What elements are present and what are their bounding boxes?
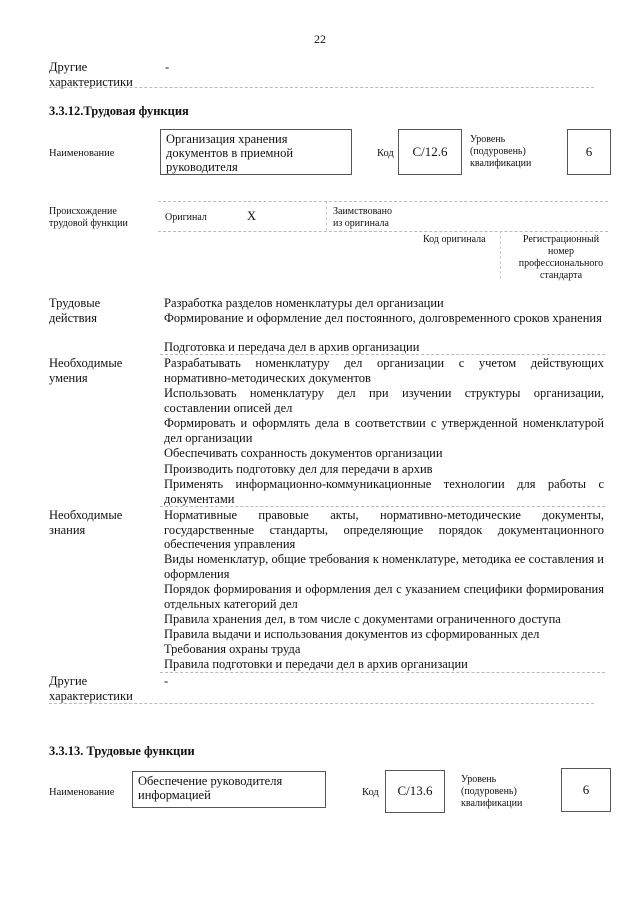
s12-level-box xyxy=(567,129,611,175)
s12-origin-bottom-line xyxy=(158,231,608,232)
s13-level-label: Уровень (подуровень) квалификации xyxy=(461,774,523,809)
s12-actions-divider xyxy=(160,354,605,355)
s12-name-box xyxy=(160,129,352,175)
s12-code-value: C/12.6 xyxy=(412,143,448,159)
s12-level-label: Уровень (подуровень) квалификации xyxy=(470,134,532,169)
s12-other-label: Другие характеристики xyxy=(49,674,133,703)
s12-knowledge-1: Нормативные правовые акты, нормативно-методические документы, государственные стандарты, определяющие порядок документационного обеспечения управления xyxy=(164,508,604,551)
s12-knowledge-label: Необходимые знания xyxy=(49,508,123,537)
page-number: 22 xyxy=(314,32,326,46)
section-13-heading: 3.3.13. Трудовые функции xyxy=(49,744,195,758)
s13-name-box xyxy=(132,771,326,808)
s12-orig-code-label: Код оригинала xyxy=(423,234,486,245)
s12-origin-vline xyxy=(326,201,327,231)
s12-code-box xyxy=(398,129,462,175)
s12-knowledge-5: Правила выдачи и использования документов из сформированных дел xyxy=(164,627,540,641)
s12-reg-number-label: Регистрационный номер профессионального стандарта xyxy=(518,234,604,281)
s12-knowledge-4: Правила хранения дел, в том числе с документами ограниченного доступа xyxy=(164,612,561,626)
s12-name-value: Организация хранения документов в приемной руководителя xyxy=(166,132,294,174)
s12-actions-label: Трудовые действия xyxy=(49,296,101,325)
s13-code-value: C/13.6 xyxy=(397,783,433,799)
s12-level-value: 6 xyxy=(585,143,593,159)
section-12-heading: 3.3.12.Трудовая функция xyxy=(49,104,189,118)
top-other-label: Другие характеристики xyxy=(49,60,133,89)
s12-original-mark: X xyxy=(247,209,257,223)
s12-skill-1: Разрабатывать номенклатуру дел организации с учетом действующих нормативно-методических документов xyxy=(164,356,604,385)
s13-code-label: Код xyxy=(362,787,379,798)
s12-other-value: - xyxy=(164,674,169,688)
s12-reg-vline xyxy=(500,231,501,279)
top-divider xyxy=(49,87,594,88)
s12-knowledge-divider xyxy=(160,672,605,673)
s12-skill-6: Применять информационно-коммуникационные технологии для работы с документами xyxy=(164,477,604,506)
s12-skill-4: Обеспечивать сохранность документов организации xyxy=(164,446,443,460)
s12-knowledge-7: Правила подготовки и передачи дел в архив организации xyxy=(164,657,468,671)
s12-name-label: Наименование xyxy=(49,148,115,159)
s12-borrowed-label: Заимствовано из оригинала xyxy=(333,206,392,229)
s12-knowledge-6: Требования охраны труда xyxy=(164,642,301,656)
s12-action-3: Подготовка и передача дел в архив организации xyxy=(164,340,420,354)
s12-knowledge-2: Виды номенклатур, общие требования к номенклатуре, методика ее составления и оформления xyxy=(164,552,604,581)
s12-original-label: Оригинал xyxy=(165,212,207,223)
s12-code-label: Код xyxy=(377,148,394,159)
s12-action-2: Формирование и оформление дел постоянного, долговременного сроков хранения xyxy=(164,311,602,325)
s13-level-box xyxy=(561,768,611,812)
s12-action-1: Разработка разделов номенклатуры дел организации xyxy=(164,296,444,310)
top-other-value: - xyxy=(165,60,170,74)
s13-code-box xyxy=(385,770,445,813)
s12-skills-divider xyxy=(160,506,605,507)
s12-skill-2: Использовать номенклатуру дел при изучении структуры организации, составлении описей дел xyxy=(164,386,604,415)
s12-skills-label: Необходимые умения xyxy=(49,356,123,385)
s13-level-value: 6 xyxy=(582,781,590,797)
s13-name-label: Наименование xyxy=(49,787,115,798)
s12-origin-top-line xyxy=(158,201,608,202)
s12-bottom-divider xyxy=(49,703,594,704)
s13-name-value: Обеспечение руководителя информацией xyxy=(138,774,283,802)
s12-knowledge-3: Порядок формирования и оформления дел с указанием специфики формирования отдельных категорий дел xyxy=(164,582,604,611)
s12-skill-5: Производить подготовку дел для передачи в архив xyxy=(164,462,433,476)
s12-origin-label: Происхождение трудовой функции xyxy=(49,206,128,229)
s12-skill-3: Формировать и оформлять дела в соответствии с утвержденной номенклатурой дел организации xyxy=(164,416,604,445)
